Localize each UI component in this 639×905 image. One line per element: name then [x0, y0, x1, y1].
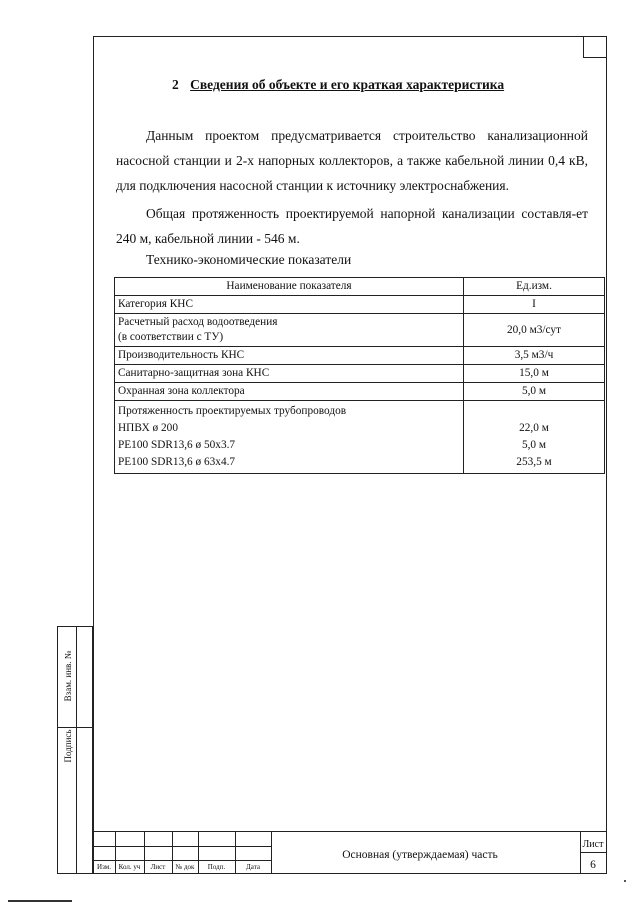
col-kol: Кол. уч [118, 863, 141, 871]
sheet-number: 6 [590, 859, 596, 871]
side-stamp-inv [57, 626, 93, 728]
side-stamp-sign [57, 727, 93, 874]
table-header-row [115, 278, 605, 296]
section-heading [172, 77, 504, 93]
corner-box [583, 37, 607, 58]
scan-mark [8, 900, 72, 902]
paragraph-1: Данным проектом предусматривается строительство канализационной насосной станции и 2-х напорных коллекторов, а также кабельной линии 0,4 кВ, для подключения насосной станции к источнику электроснабжения. [116, 128, 588, 193]
group-title: Протяженность проектируемых трубопроводов [118, 405, 347, 417]
col-list: Лист [150, 863, 166, 871]
scan-dot [624, 880, 626, 882]
col-doc: № док [175, 863, 195, 871]
section-title: Сведения об объекте и его краткая характеристика [190, 77, 505, 92]
table-row: Производительность КНС 3,5 м3/ч [115, 347, 605, 365]
table-row-group: Протяженность проектируемых трубопроводов НПВХ ø 200 PE100 SDR13,6 ø 50x3.7 PE100 SDR13,6 ø 63x4.7 22,0 м 5,0 м 253,5 м [115, 401, 605, 474]
header-unit: Ед.изм. [464, 278, 605, 296]
section-number: 2 [172, 77, 179, 92]
table-row: Расчетный расход водоотведения (в соответствии с ТУ) 20,0 м3/сут [115, 314, 605, 347]
sign-label: Подпись [63, 729, 73, 763]
indicators-table [114, 277, 605, 474]
table-row: Категория КНС I [115, 296, 605, 314]
col-izm: Изм. [97, 863, 111, 871]
paragraph-2: Общая протяженность проектируемой напорной канализации составля-ет 240 м, кабельной линии - 546 м. [116, 206, 588, 246]
table-caption: Технико-экономические показатели [146, 252, 352, 267]
table-row: Санитарно-защитная зона КНС 15,0 м [115, 365, 605, 383]
header-name: Наименование показателя [115, 278, 464, 296]
inv-label: Взам. инв. № [63, 650, 73, 702]
col-podp: Подп. [207, 863, 226, 871]
table-row: Охранная зона коллектора 5,0 м [115, 383, 605, 401]
col-date: Дата [246, 863, 260, 871]
sheet-label: Лист [582, 839, 604, 850]
document-title: Основная (утверждаемая) часть [342, 849, 498, 861]
